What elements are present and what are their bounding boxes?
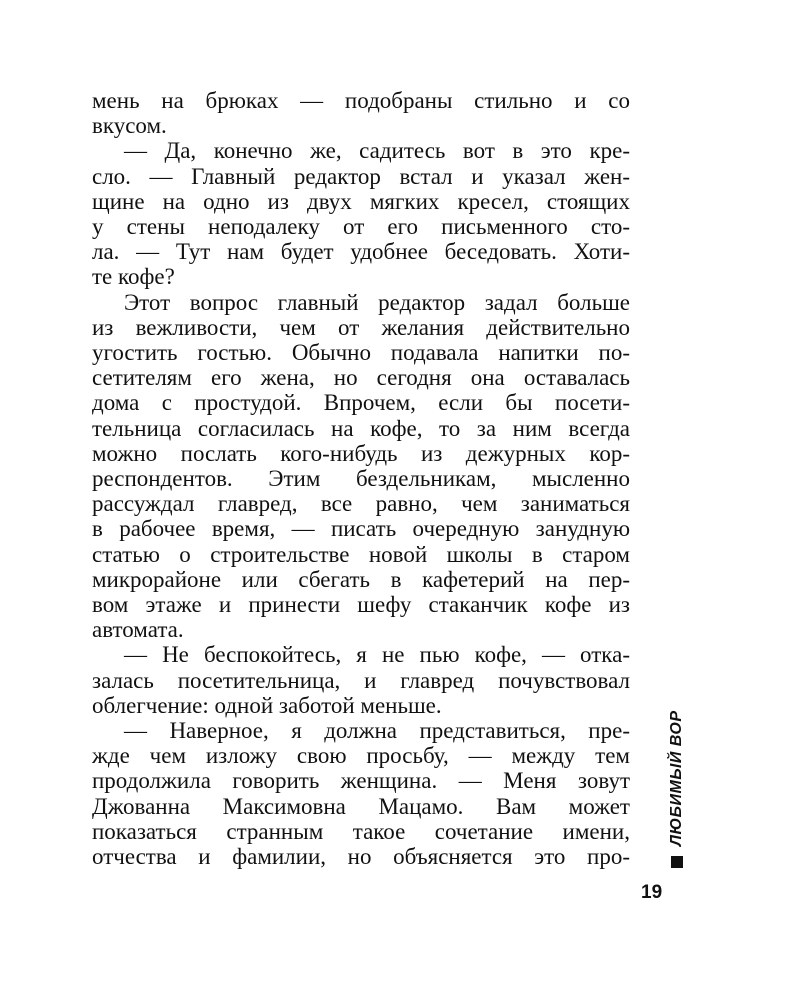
text-line: сло. — Главный редактор встал и указал жен-: [92, 163, 630, 189]
square-bullet-icon: [671, 856, 683, 868]
text-line: вом этаже и принести шефу стаканчик кофе из: [92, 592, 630, 618]
text-line: Этот вопрос главный редактор задал больше: [124, 289, 630, 315]
text-line: дома с простудой. Впрочем, если бы посети-: [92, 390, 630, 416]
text-line: сетителям его жена, но сегодня она оставалась: [92, 365, 630, 391]
text-line: облегчение: одной заботой меньше.: [92, 692, 442, 718]
text-line: показаться странным такое сочетание имени,: [92, 818, 630, 844]
text-line: автомата.: [92, 617, 184, 643]
text-line: жде чем изложу свою просьбу, — между тем: [92, 743, 630, 769]
text-line: респондентов. Этим бездельникам, мысленно: [92, 466, 630, 492]
text-line: — Не беспокойтесь, я не пью кофе, — отка-: [124, 642, 630, 668]
text-line: те кофе?: [92, 264, 175, 290]
text-line: продолжила говорить женщина. — Меня зовут: [92, 768, 630, 794]
text-line: — Да, конечно же, садитесь вот в это кре-: [124, 138, 630, 164]
text-line: тельница согласилась на кофе, то за ним всегда: [92, 415, 630, 441]
text-line: из вежливости, чем от желания действительно: [92, 314, 630, 340]
text-line: рассуждал главред, все равно, чем заниматься: [92, 491, 630, 517]
text-line: можно послать кого-нибудь из дежурных кор-: [92, 440, 630, 466]
text-line: Джованна Максимовна Мацамо. Вам может: [92, 793, 630, 819]
text-line: в рабочее время, — писать очередную занудную: [92, 516, 630, 542]
text-line: ла. — Тут нам будет удобнее беседовать. Хоти-: [92, 239, 630, 265]
text-line: угостить гостью. Обычно подавала напитки по-: [92, 340, 630, 366]
text-line: статью о строительстве новой школы в старом: [92, 541, 630, 567]
text-line: вкусом.: [92, 113, 167, 139]
text-line: — Наверное, я должна представиться, пре-: [124, 718, 630, 744]
text-line: у стены неподалеку от его письменного сто-: [92, 214, 630, 240]
running-title-text: ЛЮБИМЫЙ ВОР: [668, 710, 685, 846]
running-title: [668, 710, 686, 868]
text-line: щине на одно из двух мягких кресел, стоящих: [92, 188, 630, 214]
body-text: [92, 88, 630, 869]
text-line: микрорайоне или сбегать в кафетерий на пер-: [92, 566, 630, 592]
page-number: 19: [641, 882, 663, 903]
text-line: залась посетительница, и главред почувствовал: [92, 667, 630, 693]
text-line: отчества и фамилии, но объясняется это про-: [92, 844, 630, 870]
text-line: мень на брюках — подобраны стильно и со: [92, 88, 630, 113]
